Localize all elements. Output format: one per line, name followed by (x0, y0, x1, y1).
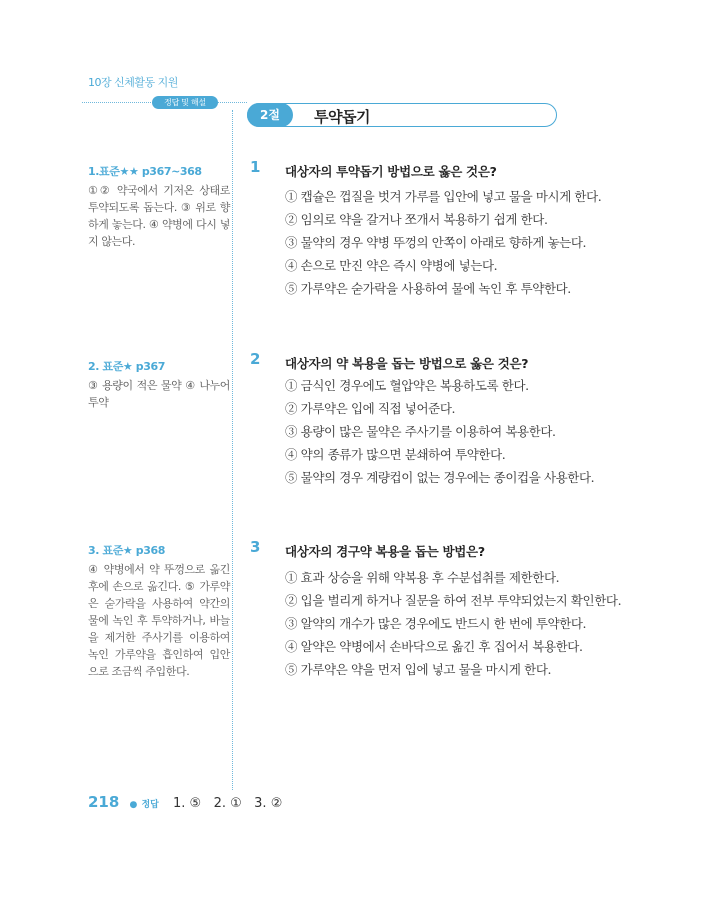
question-text: 대상자의 경구약 복용을 돕는 방법은? (285, 544, 485, 559)
answer-note-1 (88, 163, 230, 250)
option: ④ 약의 종류가 많으면 분쇄하여 투약한다. (285, 447, 506, 462)
page-footer (88, 793, 282, 811)
option: ① 금식인 경우에도 혈압약은 복용하도록 한다. (285, 378, 529, 393)
note-head: 1.표준★★ p367~368 (88, 165, 202, 178)
option-list (285, 566, 625, 681)
page-number: 218 (88, 793, 120, 811)
question-number: 3 (250, 538, 261, 556)
note-body: ①② 약국에서 기저온 상태로 투약되도록 돕는다. ③ 위로 향하게 놓는다. ④ 약병에 다시 넣지 않는다. (88, 184, 230, 248)
section-number: 2절 (247, 103, 293, 127)
note-body: ③ 용량이 적은 물약 ④ 나누어 투약 (88, 379, 230, 409)
answer-explanation-tag: 정답 및 해설 (152, 96, 218, 109)
option: ② 입을 벌리게 하거나 질문을 하여 전부 투약되었는지 확인한다. (285, 593, 622, 608)
option: ① 효과 상승을 위해 약복용 후 수분섭취를 제한한다. (285, 570, 560, 585)
answer-label: 정답 (141, 800, 159, 810)
question-number: 2 (250, 350, 261, 368)
note-head: 3. 표준★ p368 (88, 544, 166, 557)
chapter-header: 10장 신체활동 지원 (88, 76, 178, 89)
bullet-icon: ● (129, 800, 138, 810)
option: ④ 알약은 약병에서 손바닥으로 옮긴 후 집어서 복용한다. (285, 639, 583, 654)
option: ③ 물약의 경우 약병 뚜껑의 안쪽이 아래로 향하게 놓는다. (285, 235, 587, 250)
question-text: 대상자의 투약돕기 방법으로 옳은 것은? (285, 164, 497, 179)
section-title: 투약돕기 (314, 108, 370, 126)
option: ③ 알약의 개수가 많은 경우에도 반드시 한 번에 투약한다. (285, 616, 587, 631)
option: ④ 손으로 만진 약은 즉시 약병에 넣는다. (285, 258, 498, 273)
option: ③ 용량이 많은 물약은 주사기를 이용하여 복용한다. (285, 424, 556, 439)
option: ① 캡슐은 껍질을 벗겨 가루를 입안에 넣고 물을 마시게 한다. (285, 189, 602, 204)
answer-note-3 (88, 542, 230, 680)
section-header (247, 103, 557, 127)
option: ② 가루약은 입에 직접 넣어준다. (285, 401, 456, 416)
option-list (285, 185, 625, 300)
option: ② 임의로 약을 갈거나 쪼개서 복용하기 쉽게 한다. (285, 212, 548, 227)
column-divider (232, 110, 233, 790)
option: ⑤ 가루약은 숟가락을 사용하여 물에 녹인 후 투약한다. (285, 281, 571, 296)
note-head: 2. 표준★ p367 (88, 360, 166, 373)
option-list (285, 374, 625, 489)
question-number: 1 (250, 158, 261, 176)
note-body: ④ 약병에서 약 뚜껑으로 옮긴 후에 손으로 옮긴다. ⑤ 가루약은 숟가락을 사용하여 약간의 물에 녹인 후 투약하거나, 바늘을 제거한 주사기를 이용하여 녹인 가루약을 흡인하여 입안으로 조금씩 주입한다. (88, 563, 230, 678)
question-text: 대상자의 약 복용을 돕는 방법으로 옳은 것은? (285, 356, 529, 371)
answer-note-2 (88, 358, 230, 411)
option: ⑤ 가루약은 약을 먼저 입에 넣고 물을 마시게 한다. (285, 662, 552, 677)
answer-key: 1. ⑤ 2. ① 3. ② (172, 796, 283, 811)
option: ⑤ 물약의 경우 계량컵이 없는 경우에는 종이컵을 사용한다. (285, 470, 595, 485)
